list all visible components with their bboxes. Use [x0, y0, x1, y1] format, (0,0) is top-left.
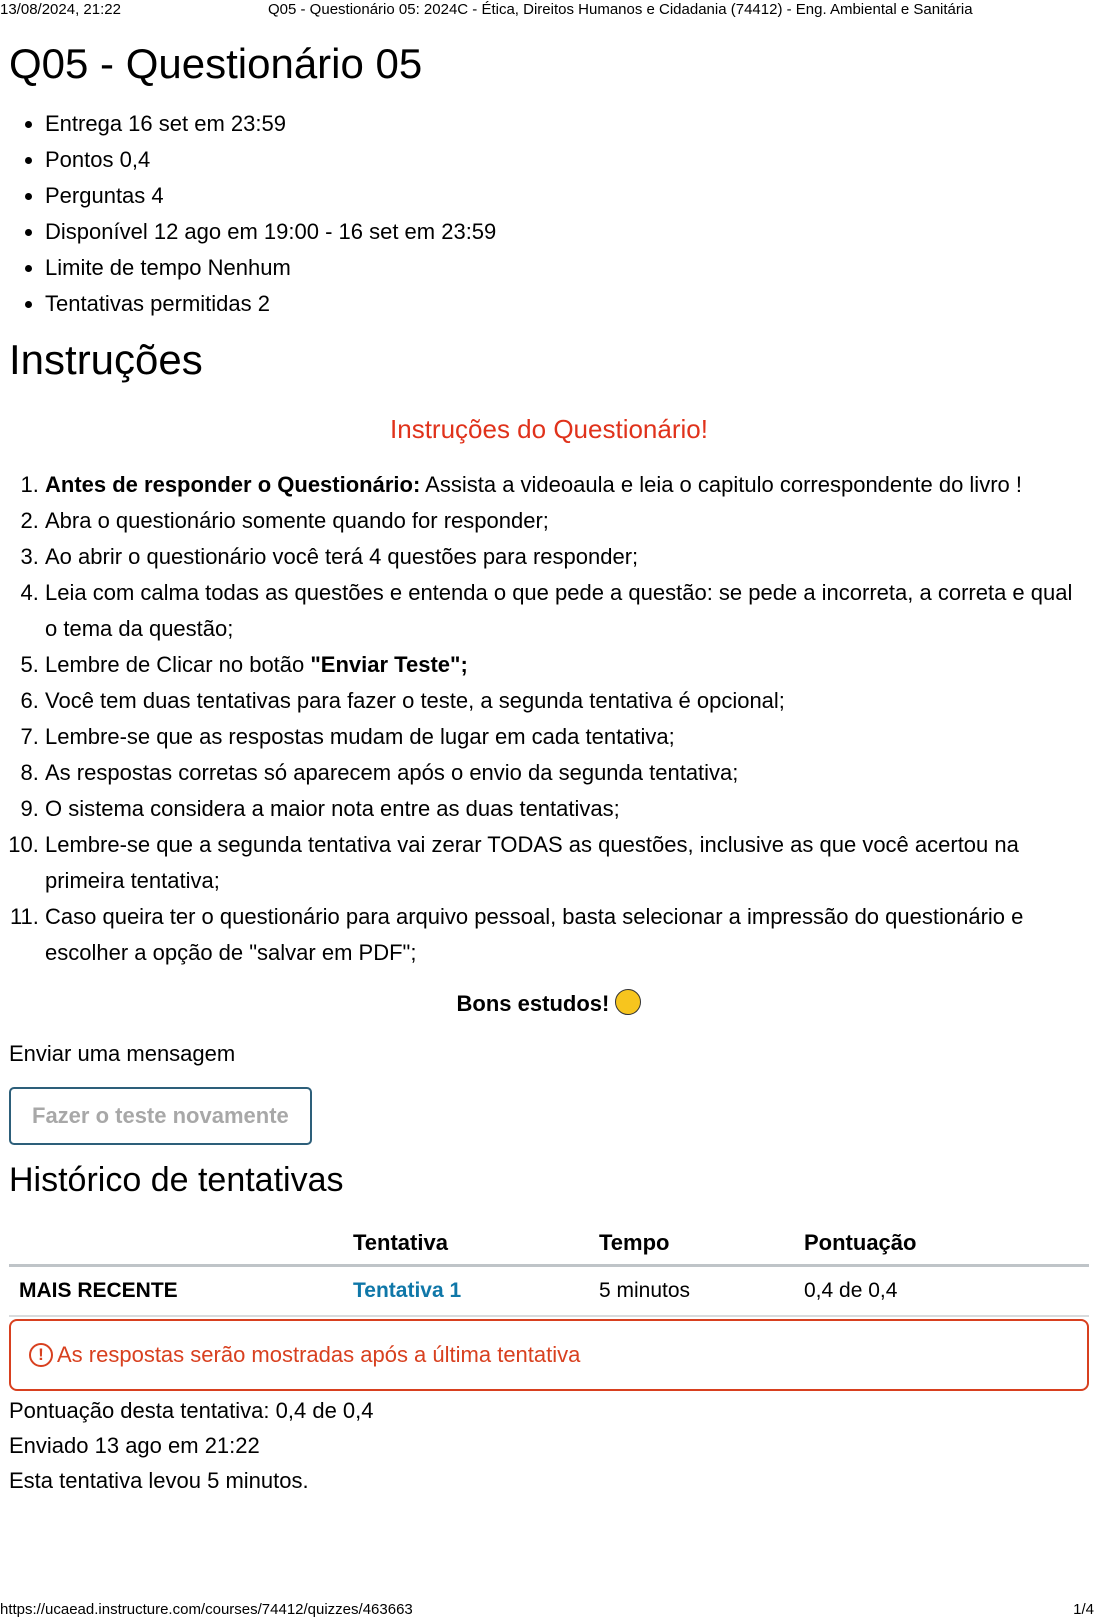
- instructions-list: [9, 467, 1089, 971]
- alert-text: As respostas serão mostradas após a última tentativa: [57, 1342, 581, 1367]
- attempt-summary: [9, 1393, 1089, 1498]
- instructions-title: Instruções do Questionário!: [390, 414, 708, 444]
- detail-available: • Disponível 12 ago em 19:00 - 16 set em 23:59: [45, 214, 1089, 250]
- answers-alert: [9, 1319, 1089, 1391]
- instruction-item: 7. Lembre-se que as respostas mudam de lugar em cada tentativa;: [45, 719, 1089, 755]
- instruction-item: 10. Lembre-se que a segunda tentativa vai zerar TODAS as questões, inclusive as que você acertou na primeira tentativa;: [45, 827, 1089, 899]
- quiz-details: [9, 106, 1089, 322]
- warning-icon: !: [29, 1343, 53, 1367]
- instruction-text: Assista a videoaula e leia o capitulo correspondente do livro !: [420, 472, 1022, 497]
- column-header: Tentativa: [343, 1222, 589, 1266]
- instruction-bold: "Enviar Teste";: [310, 652, 468, 677]
- print-date: 13/08/2024, 21:22: [0, 1, 121, 18]
- detail-questions: • Perguntas 4: [45, 178, 1089, 214]
- attempt-duration: Esta tentativa levou 5 minutos.: [9, 1468, 309, 1493]
- instruction-item: 9. O sistema considera a maior nota entre as duas tentativas;: [45, 791, 1089, 827]
- closing-line: [9, 989, 1089, 1017]
- instruction-item: [45, 467, 1089, 503]
- column-header: Tempo: [589, 1222, 794, 1266]
- page-number: 1/4: [1073, 1601, 1094, 1618]
- smiley-emoji-icon: [615, 989, 641, 1015]
- instruction-item: [45, 647, 1089, 683]
- attempt-history-table: [9, 1222, 1089, 1317]
- attempt-submitted: Enviado 13 ago em 21:22: [9, 1433, 260, 1458]
- attempt-link[interactable]: Tentativa 1: [353, 1279, 462, 1302]
- instruction-text: Lembre de Clicar no botão: [45, 652, 311, 677]
- attempt-score: 0,4 de 0,4: [794, 1266, 1089, 1317]
- table-header: [9, 1222, 1089, 1266]
- detail-due: • Entrega 16 set em 23:59: [45, 106, 1089, 142]
- closing-text: Bons estudos!: [456, 991, 616, 1016]
- send-message-link[interactable]: Enviar uma mensagem: [9, 1041, 236, 1066]
- instruction-item: 2. Abra o questionário somente quando for responder;: [45, 503, 1089, 539]
- instruction-item: 3. Ao abrir o questionário você terá 4 questões para responder;: [45, 539, 1089, 575]
- attempt-score-summary: Pontuação desta tentativa: 0,4 de 0,4: [9, 1398, 374, 1423]
- print-footer: [0, 1601, 1096, 1618]
- quiz-page: [9, 40, 1089, 1498]
- detail-time-limit: • Limite de tempo Nenhum: [45, 250, 1089, 286]
- row-label: MAIS RECENTE: [9, 1266, 343, 1317]
- print-title: Q05 - Questionário 05: 2024C - Ética, Direitos Humanos e Cidadania (74412) - Eng. Ambiental e Sanitária: [268, 1, 973, 18]
- instructions-heading: Instruções: [9, 336, 203, 383]
- page-title: Q05 - Questionário 05: [9, 40, 423, 87]
- instruction-item: 8. As respostas corretas só aparecem após o envio da segunda tentativa;: [45, 755, 1089, 791]
- column-header: [9, 1222, 343, 1266]
- print-url: https://ucaead.instructure.com/courses/74412/quizzes/463663: [0, 1601, 413, 1618]
- detail-points: • Pontos 0,4: [45, 142, 1089, 178]
- table-row: [9, 1266, 1089, 1317]
- instruction-item: 6. Você tem duas tentativas para fazer o teste, a segunda tentativa é opcional;: [45, 683, 1089, 719]
- instruction-item: 4. Leia com calma todas as questões e entenda o que pede a questão: se pede a incorreta, a correta e qual o tema da questão;: [45, 575, 1089, 647]
- instruction-bold: Antes de responder o Questionário:: [45, 472, 421, 497]
- history-heading: Histórico de tentativas: [9, 1161, 344, 1199]
- column-header: Pontuação: [794, 1222, 1089, 1266]
- instruction-item: 11. Caso queira ter o questionário para arquivo pessoal, basta selecionar a impressão do questionário e escolher a opção de "salvar em PDF";: [45, 899, 1089, 971]
- print-header: [0, 0, 1096, 20]
- detail-attempts: • Tentativas permitidas 2: [45, 286, 1089, 322]
- attempt-time: 5 minutos: [589, 1266, 794, 1317]
- retake-quiz-button[interactable]: Fazer o teste novamente: [9, 1087, 312, 1145]
